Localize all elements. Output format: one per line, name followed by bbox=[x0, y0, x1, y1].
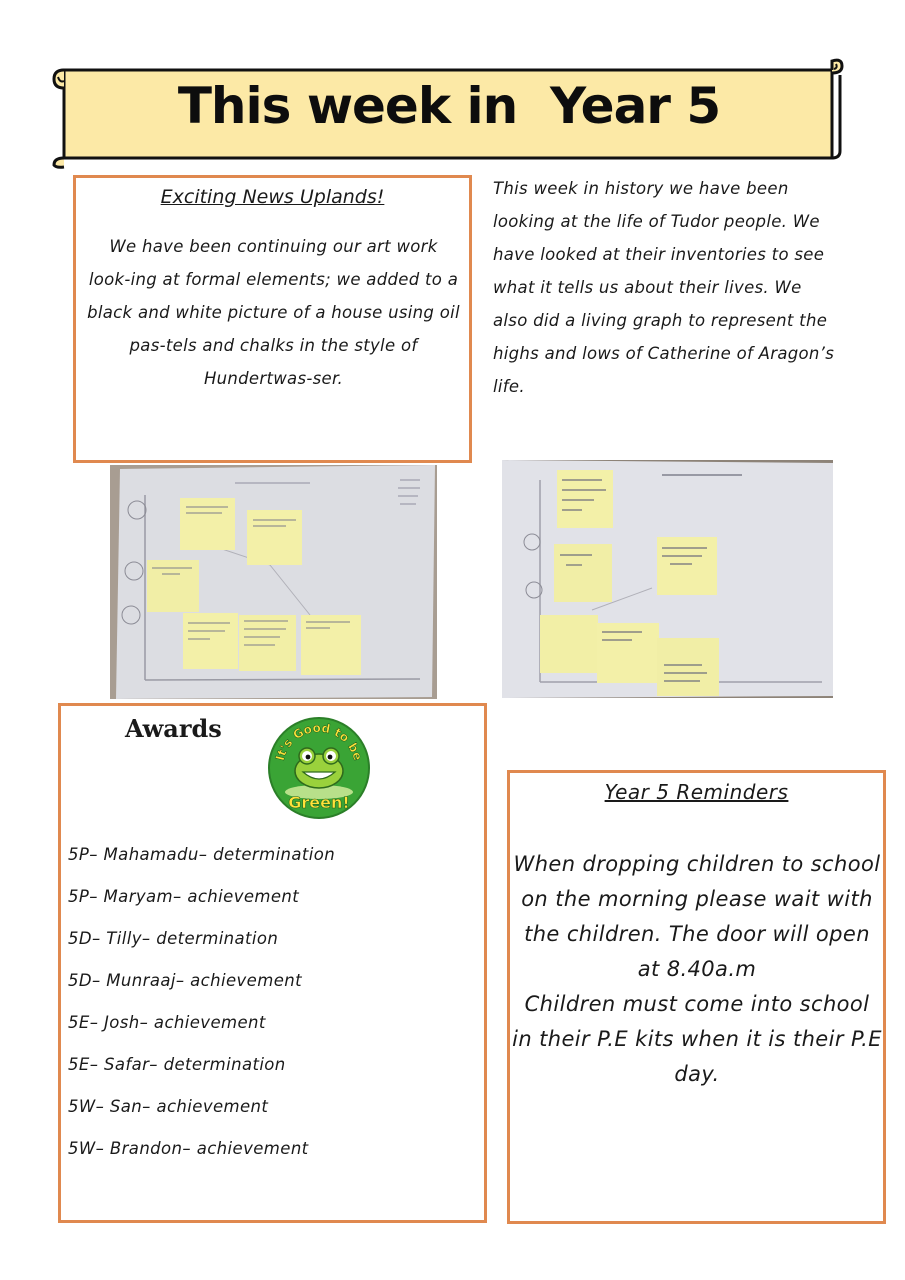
history-paragraph: This week in history we have been looking at the life of Tudor people. We have looked at their inventories to see what it tells us about their lives. We also did a living graph to represent the highs and lows of Catherine of Aragon’s life. bbox=[493, 179, 835, 396]
living-graph-photo-1 bbox=[110, 465, 437, 699]
living-graph-photo-2 bbox=[502, 460, 833, 698]
good-to-be-green-badge bbox=[267, 716, 371, 820]
news-box bbox=[73, 175, 472, 463]
page-title: This week in Year 5 bbox=[177, 77, 721, 135]
frog-icon bbox=[267, 716, 371, 820]
news-body: We have been continuing our art work look-ing at formal elements; we added to a black and white picture of a house using oil pas-tels and chalks in the style of Hundertwas-ser. bbox=[87, 237, 460, 388]
award-item: 5D– Munraaj– achievement bbox=[68, 971, 302, 990]
awards-list bbox=[68, 840, 335, 1176]
news-title: Exciting News Uplands! bbox=[160, 186, 385, 208]
awards-heading: Awards bbox=[125, 714, 222, 743]
reminders-box bbox=[507, 770, 886, 1224]
award-item: 5W– San– achievement bbox=[68, 1097, 269, 1116]
award-item: 5E– Safar– determination bbox=[68, 1055, 286, 1074]
reminder-paragraph: Children must come into school in their P.E kits when it is their P.E day. bbox=[512, 992, 882, 1086]
award-item: 5W– Brandon– achievement bbox=[68, 1139, 309, 1158]
reminders-body bbox=[512, 847, 882, 1092]
award-item: 5D– Tilly– determination bbox=[68, 929, 279, 948]
title-banner bbox=[50, 55, 848, 170]
badge-line-1: It's Good to be bbox=[272, 720, 366, 763]
awards-box bbox=[58, 703, 487, 1223]
award-item: 5E– Josh– achievement bbox=[68, 1013, 266, 1032]
reminders-title: Year 5 Reminders bbox=[604, 780, 789, 804]
reminder-paragraph: When dropping children to school on the morning please wait with the children. The door will open at 8.40a.m bbox=[513, 852, 881, 981]
badge-line-2: Green! bbox=[288, 793, 350, 812]
award-item: 5P– Mahamadu– determination bbox=[68, 845, 336, 864]
award-item: 5P– Maryam– achievement bbox=[68, 887, 300, 906]
